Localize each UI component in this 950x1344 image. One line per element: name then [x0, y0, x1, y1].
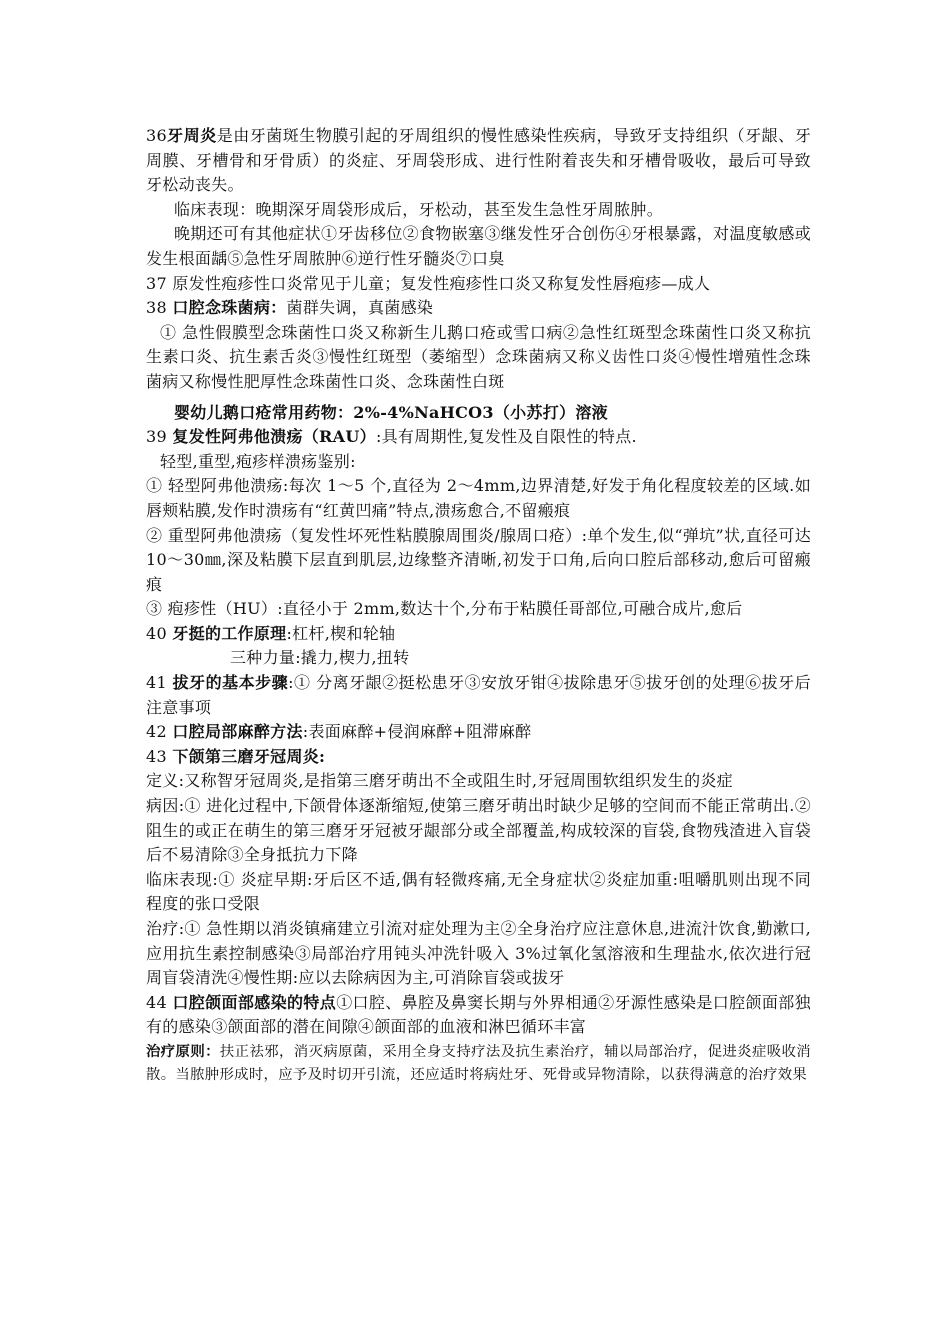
treatment-heading: 治疗原则：: [146, 1042, 220, 1060]
paragraph-43-treatment: 治疗:① 急性期以消炎镇痛建立引流对症处理为主②全身治疗应注意休息,进流汁饮食,勤漱口,应用抗生素控制感染③局部治疗用钝头冲洗针吸入 3%过氧化氢溶液和生理盐水,依次进行冠周盲袋清洗④慢性期:应以去除病因为主,可消除盲袋或拔牙: [146, 919, 811, 988]
paragraph-36-clinical: 临床表现：晚期深牙周袋形成后，牙松动，甚至发生急性牙周脓肿。: [174, 199, 664, 219]
paragraph-text: :① 分离牙龈②挺松患牙③安放牙钳④拔除患牙⑤拔牙创的处理⑥拔牙后注意事项: [146, 673, 811, 717]
term-heading: 牙挺的工作原理: [172, 623, 287, 643]
paragraph-text: :杠杆,楔和轮轴: [286, 623, 396, 643]
paragraph-38-drug: [146, 401, 811, 426]
term-heading: 拔牙的基本步骤: [172, 673, 289, 693]
paragraph-39: [146, 425, 811, 450]
paragraph-text: ①口腔、鼻腔及鼻窦长期与外界相通②牙源性感染是口腔颌面部独有的感染③颌面部的潜在间隙④颌面部的血液和淋巴循环丰富: [146, 992, 811, 1037]
paragraph-40-sub: 三种力量:撬力,楔力,扭转: [230, 648, 410, 668]
paragraph-41: [146, 671, 811, 720]
item-number: 41: [146, 673, 167, 693]
paragraph-text: 菌群失调，真菌感染: [286, 298, 434, 318]
item-number: 43: [146, 746, 167, 766]
term-heading: 口腔局部麻醉方法: [172, 722, 303, 742]
paragraph-39-item1: ① 轻型阿弗他溃疡:每次 1～5 个,直径为 2～4mm,边界清楚,好发于角化程度较差的区域.如唇颊粘膜,发作时溃疡有“红黄凹痛”特点,溃疡愈合,不留瘢痕: [146, 476, 811, 520]
paragraph-42: [146, 720, 811, 745]
document-body: [146, 124, 811, 1088]
item-number: 42: [146, 722, 167, 742]
paragraph-43-definition: 定义:又称智牙冠周炎,是指第三磨牙萌出不全或阻生时,牙冠周围软组织发生的炎症: [146, 771, 733, 791]
paragraph-text: 是由牙菌斑生物膜引起的牙周组织的慢性感染性疾病，导致牙支持组织（牙龈、牙周膜、牙槽骨和牙骨质）的炎症、牙周袋形成、进行性附着丧失和牙槽骨吸收，最后可导致牙松动丧失。: [146, 126, 811, 195]
paragraph-44: [146, 991, 811, 1040]
paragraph-36: [146, 124, 811, 198]
paragraph-37: 37 原发性疱疹性口炎常见于儿童；复发性疱疹性口炎又称复发性唇疱疹—成人: [146, 273, 711, 293]
paragraph-44-treatment: [146, 1040, 811, 1088]
treatment-text: 扶正祛邪，消灭病原菌，采用全身支持疗法及抗生素治疗，辅以局部治疗，促进炎症吸收消散。当脓肿形成时，应予及时切开引流，还应适时将病灶牙、死骨或异物清除，以获得满意的治疗效果: [146, 1043, 811, 1084]
paragraph-43: [146, 745, 811, 770]
item-number: 39: [146, 427, 167, 447]
paragraph-43-cause: 病因:① 进化过程中,下颌骨体逐渐缩短,使第三磨牙萌出时缺少足够的空间而不能正常萌出.② 阻生的或正在萌生的第三磨牙牙冠被牙龈部分或全部覆盖,构成较深的盲袋,食物残渣进入盲袋后不易清除③全身抵抗力下降: [146, 796, 811, 865]
term-heading: 下颌第三磨牙冠周炎:: [172, 746, 326, 766]
paragraph-43-clinical: 临床表现:① 炎症早期:牙后区不适,偶有轻微疼痛,无全身症状②炎症加重:咀嚼肌则出现不同程度的张口受限: [146, 869, 811, 914]
term-heading: 牙周炎: [166, 126, 217, 145]
paragraph-38-types: ① 急性假膜型念珠菌性口炎又称新生儿鹅口疮或雪口病②急性红斑型念珠菌性口炎又称抗生素口炎、抗生素舌炎③慢性红斑型（萎缩型）念珠菌病又称义齿性口炎④慢性增殖性念珠菌病又称慢性肥厚性念珠菌性口炎、念珠菌性白斑: [146, 322, 811, 391]
item-number: 36: [146, 126, 167, 145]
term-heading: 复发性阿弗他溃疡（RAU）: [172, 427, 376, 447]
paragraph-text: :具有周期性,复发性及自限性的特点.: [375, 427, 637, 447]
paragraph-40: [146, 622, 811, 647]
term-heading: 口腔念珠菌病：: [172, 298, 287, 318]
paragraph-38: [146, 296, 811, 321]
paragraph-36-symptoms: 晚期还可有其他症状①牙齿移位②食物嵌塞③继发性牙合创伤④牙根暴露，对温度敏感或发生根面龋⑤急性牙周脓肿⑥逆行性牙髓炎⑦口臭: [146, 224, 811, 268]
paragraph-text: :表面麻醉+侵润麻醉+阻滞麻醉: [302, 722, 532, 742]
item-number: 44: [146, 992, 167, 1012]
item-number: 38: [146, 298, 167, 318]
item-number: 40: [146, 623, 167, 643]
paragraph-39-sub: 轻型,重型,疱疹样溃疡鉴别:: [160, 451, 356, 471]
drug-note: 婴幼儿鹅口疮常用药物：2%-4%NaHCO3（小苏打）溶液: [174, 402, 608, 422]
paragraph-39-item3: ③ 疱疹性（HU）:直径小于 2mm,数达十个,分布于粘膜任哥部位,可融合成片,愈后: [146, 599, 743, 619]
paragraph-39-item2: ② 重型阿弗他溃疡（复发性坏死性粘膜腺周围炎/腺周口疮）:单个发生,似“弹坑”状,直径可达 10～30㎜,深及粘膜下层直到肌层,边缘整齐清晰,初发于口角,后向口腔后部移动,愈后可留瘢痕: [146, 525, 811, 594]
term-heading: 口腔颌面部感染的特点: [172, 992, 337, 1012]
